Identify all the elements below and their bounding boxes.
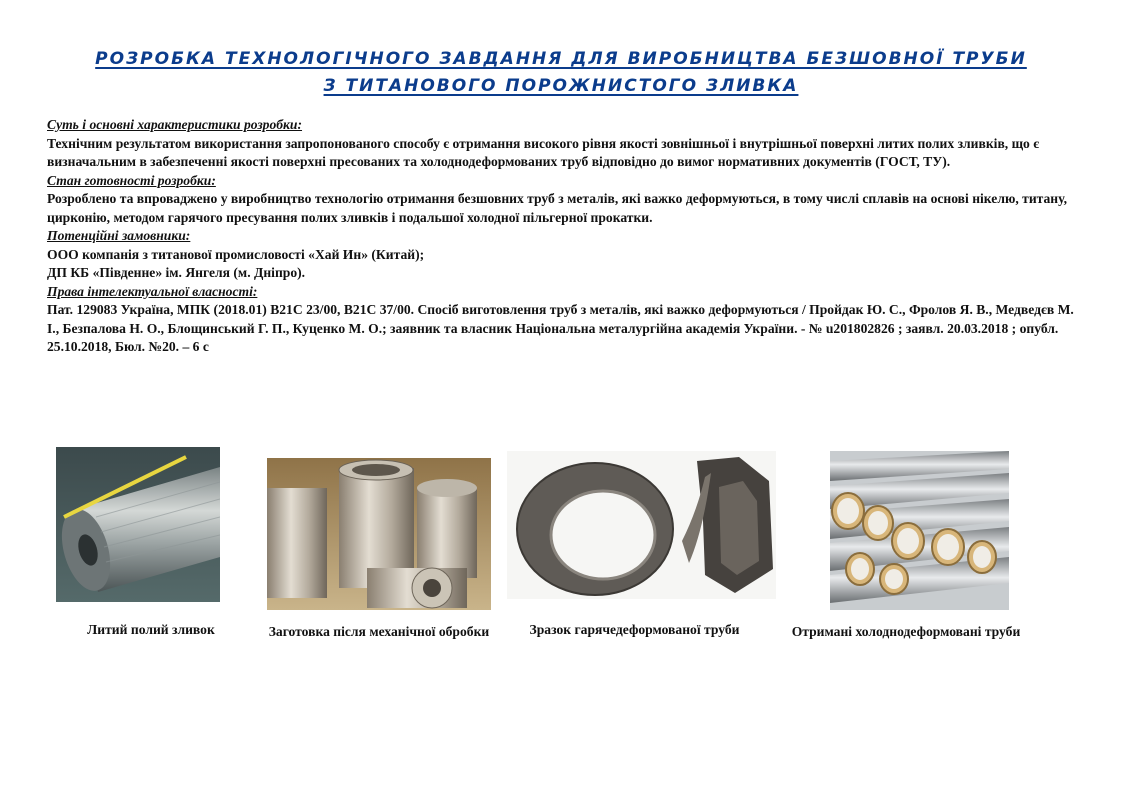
ip-text: Пат. 129083 Україна, МПК (2018.01) B21C 23/00, B21C 37/00. Спосіб виготовлення труб з металів, які важко деформуються / Пройдак Ю. С., Фролов Я. В., Медведєв М. І., Безпалова Н. О., Блощинський Г. П., Куценко М. О.; заявник та власник Національна металургійна академія України. - № u201802826 ; заявл. 20.03.2018 ; опубл. 25.10.2018, Бюл. №20. – 6 с <box>47 302 1074 354</box>
essence-text: Технічним результатом використання запропонованого способу є отримання високого рівня якості зовнішньої і внутрішньої поверхні литих полих зливків, що є визначальним в забезпеченні якості поверхні пресованих та холоднодеформованих труб відповідно до вимог нормативних документів (ГОСТ, ТУ). <box>47 135 1040 169</box>
photo-cold-deformed-pipes <box>830 451 1009 610</box>
readiness-heading: Стан готовності розробки: <box>47 172 216 188</box>
ip-heading: Права інтелектуальної власності: <box>47 283 258 299</box>
readiness-text: Розроблено та впроваджено у виробництво технологію отримання безшовних труб з металів, які важко деформуються, в тому числі сплавів на основі нікелю, титану, цирконію, методом гарячого пресування полих зливків і подальшої холодної пільгерної прокатки. <box>47 191 1067 225</box>
customer-item-1: ООО компанія з титанової промисловості «Хай Ин» (Китай); <box>47 246 425 262</box>
customers-heading: Потенційні замовники: <box>47 228 191 243</box>
photo-machined-billet <box>267 458 491 610</box>
caption-photo-2: Заготовка після механічної обробки <box>268 624 490 639</box>
page-title <box>0 46 1122 100</box>
description-block <box>47 116 1077 357</box>
essence-heading: Суть і основні характеристики розробки: <box>47 117 303 132</box>
caption-photo-3: Зразок гарячедеформованої труби <box>529 622 740 637</box>
caption-photo-4: Отримані холоднодеформовані труби <box>791 624 1021 639</box>
photo-cast-hollow-ingot <box>56 447 220 602</box>
customer-item-2: ДП КБ «Південне» ім. Янгеля (м. Дніпро). <box>47 265 306 280</box>
title-line-1: РОЗРОБКА ТЕХНОЛОГІЧНОГО ЗАВДАННЯ ДЛЯ ВИРОБНИЦТВА БЕЗШОВНОЇ ТРУБИ <box>95 49 1027 69</box>
caption-photo-1: Литий полий зливок <box>87 622 215 637</box>
photo-hot-deformed-pipe <box>507 451 776 599</box>
title-line-2: З ТИТАНОВОГО ПОРОЖНИСТОГО ЗЛИВКА <box>323 76 799 96</box>
